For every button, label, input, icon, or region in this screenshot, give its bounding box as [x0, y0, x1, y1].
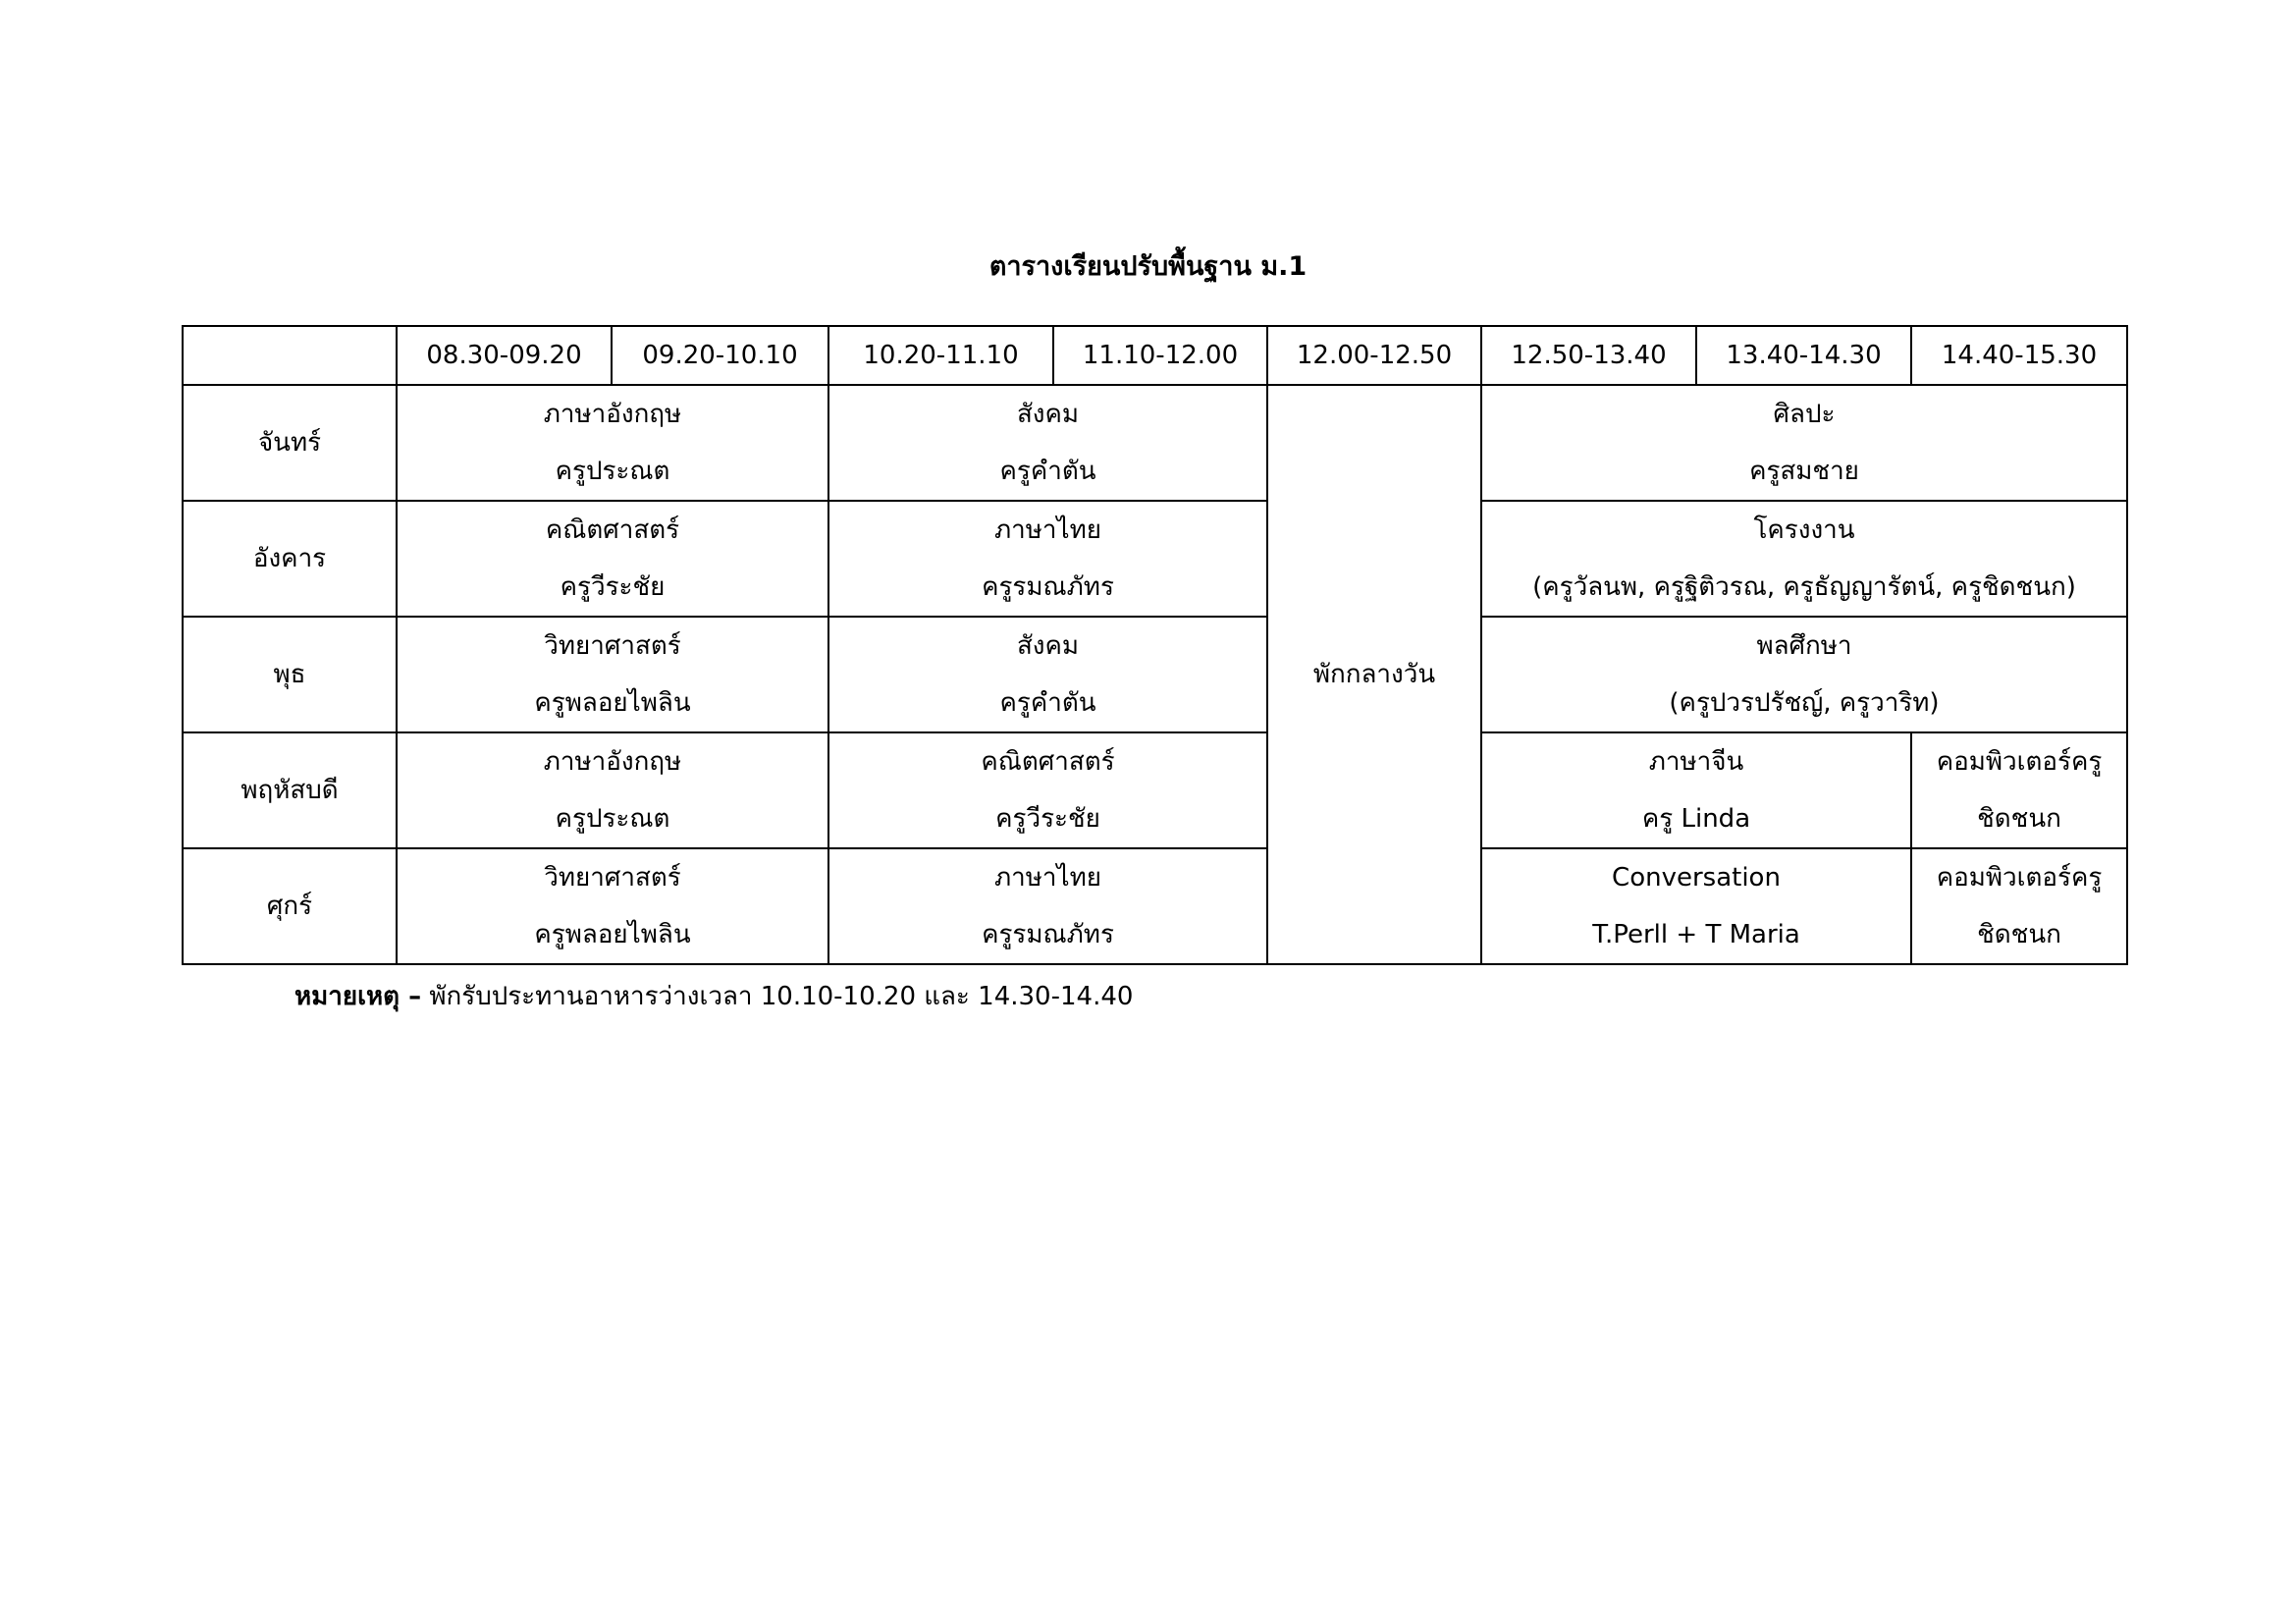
period-header: 08.30-09.20	[397, 326, 612, 385]
teacher-name: ครูวีระชัย	[995, 804, 1100, 834]
teacher-name: ครูสมชาย	[1749, 457, 1859, 486]
schedule-table	[182, 325, 2128, 965]
teacher-name: ชิดชนก	[1977, 804, 2061, 834]
class-cell	[1911, 848, 2127, 964]
teacher-name: ครูประณต	[555, 804, 670, 834]
subject-name: วิทยาศาสตร์	[544, 863, 681, 893]
day-row-friday	[183, 848, 2127, 964]
footnote-label: หมายเหตุ –	[294, 982, 422, 1011]
teacher-name: (ครูปวรปรัชญ์, ครูวาริท)	[1669, 688, 1940, 718]
class-cell	[397, 385, 828, 501]
period-header: 09.20-10.10	[612, 326, 828, 385]
subject-name: ภาษาอังกฤษ	[543, 400, 682, 429]
class-cell	[828, 385, 1267, 501]
class-cell	[1481, 617, 2127, 732]
class-cell	[828, 501, 1267, 617]
period-header: 11.10-12.00	[1053, 326, 1267, 385]
page-title: ตารางเรียนปรับพื้นฐาน ม.1	[988, 251, 1308, 282]
class-cell	[397, 732, 828, 848]
class-cell	[397, 501, 828, 617]
class-cell	[1481, 732, 1911, 848]
corner-cell	[183, 326, 397, 385]
day-row-wednesday	[183, 617, 2127, 732]
period-header: 10.20-11.10	[828, 326, 1053, 385]
teacher-name: ครูวีระชัย	[560, 572, 666, 602]
footnote	[294, 977, 1133, 1016]
subject-name: คอมพิวเตอร์ครู	[1936, 863, 2103, 893]
class-cell	[397, 848, 828, 964]
subject-name: วิทยาศาสตร์	[544, 631, 681, 661]
footnote-text: พักรับประทานอาหารว่างเวลา 10.10-10.20 และ 14.30-14.40	[429, 982, 1134, 1011]
subject-name: คอมพิวเตอร์ครู	[1936, 747, 2103, 777]
subject-name: พลศึกษา	[1756, 631, 1852, 661]
subject-name: ภาษาจีน	[1648, 747, 1744, 777]
period-header: 12.00-12.50	[1267, 326, 1481, 385]
period-header: 14.40-15.30	[1911, 326, 2127, 385]
subject-name: Conversation	[1612, 863, 1781, 893]
day-row-thursday	[183, 732, 2127, 848]
day-label: จันทร์	[183, 385, 397, 501]
period-header: 13.40-14.30	[1696, 326, 1911, 385]
teacher-name: ครูประณต	[555, 457, 670, 486]
class-cell	[397, 617, 828, 732]
subject-name: ภาษาไทย	[994, 863, 1101, 893]
day-row-tuesday	[183, 501, 2127, 617]
class-cell	[828, 848, 1267, 964]
day-label: พฤหัสบดี	[183, 732, 397, 848]
subject-name: โครงงาน	[1753, 515, 1855, 545]
day-label: อังคาร	[183, 501, 397, 617]
class-cell	[828, 617, 1267, 732]
teacher-name: ครูคำตัน	[999, 688, 1096, 718]
class-cell	[1481, 848, 1911, 964]
class-cell	[1481, 501, 2127, 617]
teacher-name: (ครูวัลนพ, ครูฐิติวรณ, ครูธัญญารัตน์, ครูชิดชนก)	[1532, 572, 2076, 602]
teacher-name: ครูรมณภัทร	[982, 572, 1114, 602]
lunch-break-cell: พักกลางวัน	[1267, 385, 1481, 964]
teacher-name: T.Perll + T Maria	[1592, 920, 1800, 949]
teacher-name: ครูคำตัน	[999, 457, 1096, 486]
subject-name: คณิตศาสตร์	[981, 747, 1115, 777]
subject-name: สังคม	[1016, 400, 1080, 429]
class-cell	[828, 732, 1267, 848]
class-cell	[1911, 732, 2127, 848]
teacher-name: ครูพลอยไพลิน	[534, 688, 691, 718]
day-row-monday	[183, 385, 2127, 501]
subject-name: ภาษาไทย	[994, 515, 1101, 545]
subject-name: สังคม	[1016, 631, 1080, 661]
subject-name: คณิตศาสตร์	[545, 515, 680, 545]
day-label: ศุกร์	[183, 848, 397, 964]
teacher-name: ชิดชนก	[1977, 920, 2061, 949]
teacher-name: ครูพลอยไพลิน	[534, 920, 691, 949]
teacher-name: ครูรมณภัทร	[982, 920, 1114, 949]
teacher-name: ครู Linda	[1641, 804, 1751, 834]
subject-name: ศิลปะ	[1773, 400, 1836, 429]
header-row	[183, 326, 2127, 385]
subject-name: ภาษาอังกฤษ	[543, 747, 682, 777]
period-header: 12.50-13.40	[1481, 326, 1696, 385]
day-label: พุธ	[183, 617, 397, 732]
class-cell	[1481, 385, 2127, 501]
